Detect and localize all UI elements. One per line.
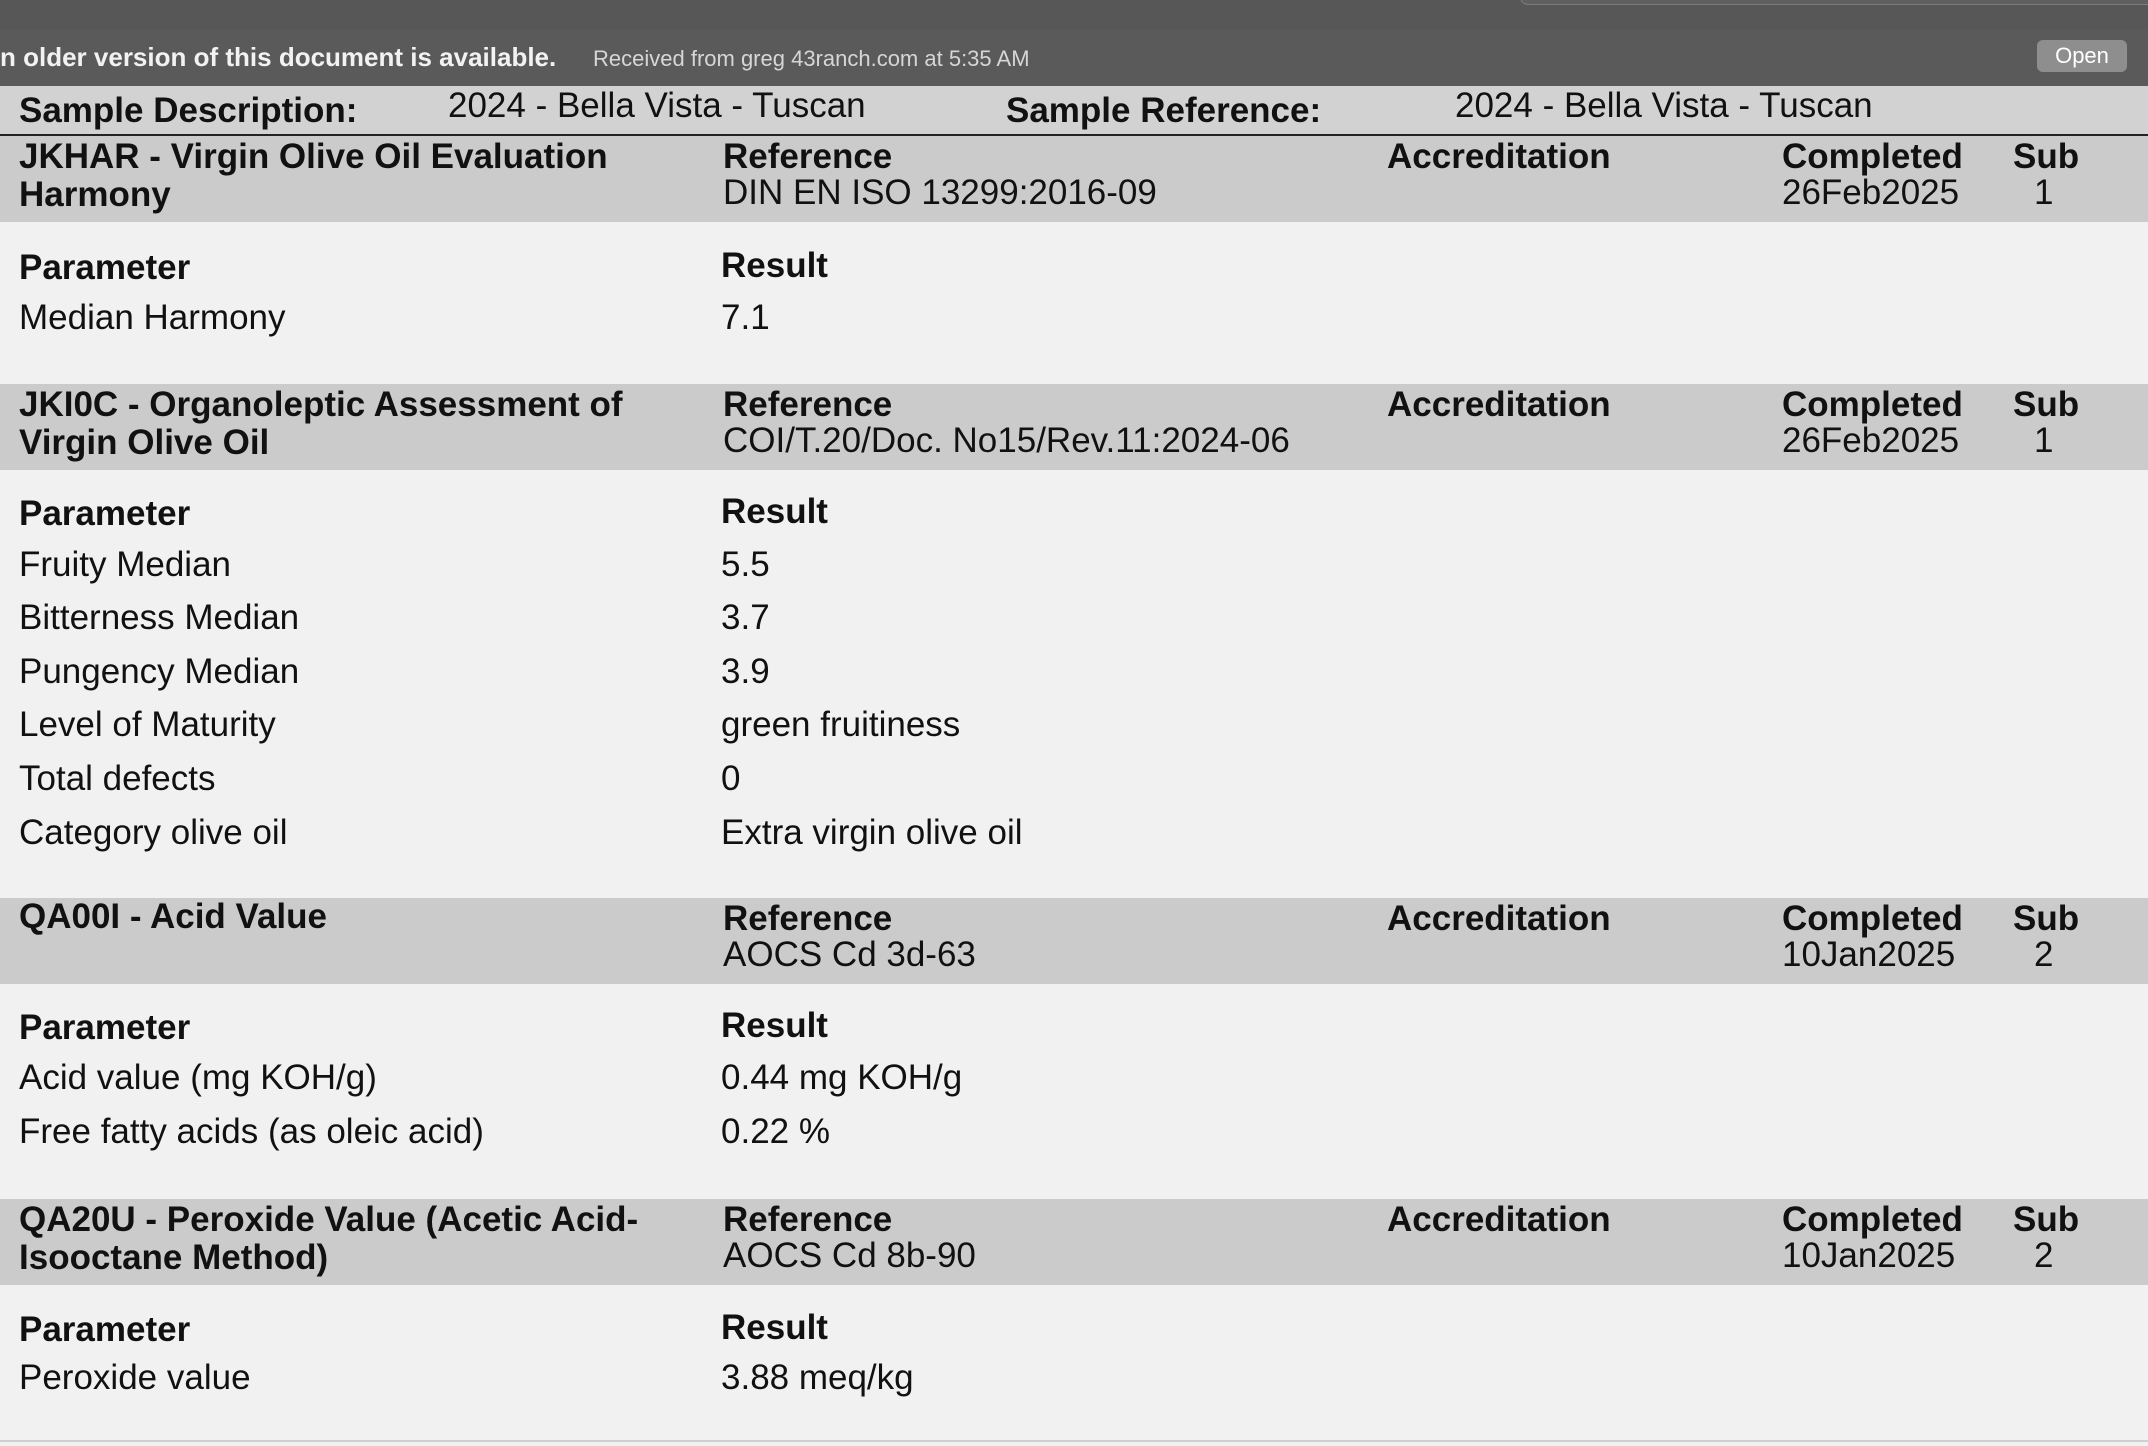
accreditation-label: Accreditation [1387,1200,1611,1239]
table-row-parameter: Bitterness Median [19,598,300,637]
reference-value: AOCS Cd 3d-63 [723,935,976,974]
sub-label: Sub [2013,385,2080,424]
table-row-parameter: Level of Maturity [19,705,276,744]
sub-value: 2 [2034,1236,2054,1275]
result-header: Result [721,246,828,285]
table-row-parameter: Category olive oil [19,813,288,852]
table-row-parameter: Total defects [19,759,216,798]
table-row-result: 3.7 [721,598,770,637]
result-header: Result [721,1006,828,1045]
sample-description-label: Sample Description: [19,91,358,130]
reference-value: AOCS Cd 8b-90 [723,1236,976,1275]
completed-label: Completed [1782,385,1963,424]
table-row-result: 0.22 % [721,1112,830,1151]
table-row-result: 0 [721,759,741,798]
accreditation-label: Accreditation [1387,137,1611,176]
completed-value: 26Feb2025 [1782,421,1960,460]
search-field-edge [1520,0,2148,5]
open-button[interactable]: Open [2037,40,2127,72]
table-row-parameter: Fruity Median [19,545,232,584]
bottom-divider [0,1440,2148,1442]
reference-label: Reference [723,137,893,176]
reference-label: Reference [723,1200,893,1239]
sub-value: 2 [2034,935,2054,974]
section-header-jkhar [0,136,2148,222]
reference-value: COI/T.20/Doc. No15/Rev.11:2024-06 [723,421,1290,460]
section-header-qa00i [0,898,2148,984]
completed-label: Completed [1782,899,1963,938]
parameter-header: Parameter [19,248,191,287]
table-row-parameter: Pungency Median [19,652,300,691]
table-row-result: Extra virgin olive oil [721,813,1023,852]
table-row-result: 3.9 [721,652,770,691]
completed-value: 10Jan2025 [1782,1236,1956,1275]
sample-reference-value: 2024 - Bella Vista - Tuscan [1455,86,1873,125]
sample-description-value: 2024 - Bella Vista - Tuscan [448,86,866,125]
table-row-parameter: Median Harmony [19,298,286,337]
parameter-header: Parameter [19,1310,191,1349]
reference-label: Reference [723,899,893,938]
sub-label: Sub [2013,1200,2080,1239]
sample-reference-label: Sample Reference: [1006,91,1322,130]
table-row-result: green fruitiness [721,705,961,744]
completed-value: 26Feb2025 [1782,173,1960,212]
sub-value: 1 [2034,173,2054,212]
window-top-strip [0,0,2148,31]
reference-label: Reference [723,385,893,424]
completed-value: 10Jan2025 [1782,935,1956,974]
older-version-notice [0,30,2148,86]
result-header: Result [721,1308,828,1347]
notice-received: Received from greg 43ranch.com at 5:35 AM [593,46,1030,71]
section-header-qa20u [0,1199,2148,1285]
result-header: Result [721,492,828,531]
section-header-jki0c [0,384,2148,470]
table-row-result: 7.1 [721,298,770,337]
sub-value: 1 [2034,421,2054,460]
table-row-parameter: Peroxide value [19,1358,251,1397]
completed-label: Completed [1782,1200,1963,1239]
section-title: QA20U - Peroxide Value (Acetic Acid-Isooctane Method) [19,1200,639,1277]
notice-message: n older version of this document is available. [0,42,557,72]
sub-label: Sub [2013,137,2080,176]
section-title: QA00I - Acid Value [19,897,327,936]
section-title: JKHAR - Virgin Olive Oil Evaluation Harmony [19,137,608,214]
sub-label: Sub [2013,899,2080,938]
sample-bar [0,86,2148,136]
accreditation-label: Accreditation [1387,385,1611,424]
completed-label: Completed [1782,137,1963,176]
table-row-result: 5.5 [721,545,770,584]
accreditation-label: Accreditation [1387,899,1611,938]
table-row-result: 3.88 meq/kg [721,1358,914,1397]
table-row-parameter: Acid value (mg KOH/g) [19,1058,377,1097]
section-title: JKI0C - Organoleptic Assessment of Virgin Olive Oil [19,385,623,462]
reference-value: DIN EN ISO 13299:2016-09 [723,173,1157,212]
parameter-header: Parameter [19,1008,191,1047]
table-row-result: 0.44 mg KOH/g [721,1058,963,1097]
parameter-header: Parameter [19,494,191,533]
table-row-parameter: Free fatty acids (as oleic acid) [19,1112,484,1151]
